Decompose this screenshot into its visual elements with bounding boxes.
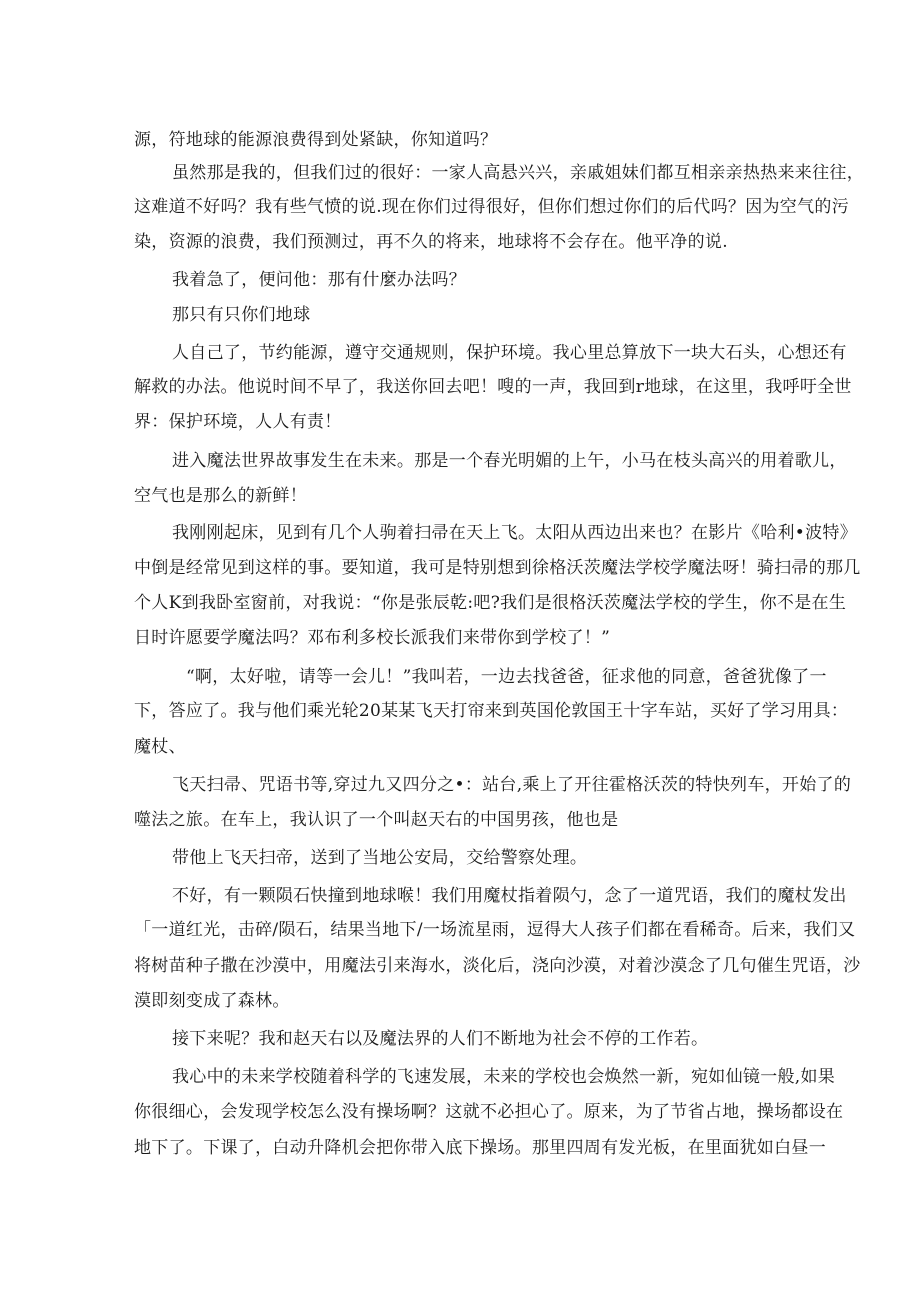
text-line-3: 这难道不好吗？我有些气愤的说.现在你们过得很好，但你们想过你们的后代吗？因为空气的污 (134, 197, 850, 217)
text-line-5: 我着急了，便问他：那有什麼办法吗？ (172, 270, 467, 290)
text-line-19: 飞天扫帚、咒语书等,穿过九又四分之•：站台,乘上了开往霍格沃茨的特快列车，开始了的 (172, 775, 852, 795)
text-line-7: 人自己了，节约能源，遵守交通规则，保护环境。我心里总算放下一块大石头，心想还有 (172, 343, 847, 363)
text-line-28: 你很细心，会发现学校怎么没有操场啊？这就不必担心了。原来，为了节省占地，操场都设在 (134, 1102, 844, 1122)
text-line-14: 个人K到我卧室窗前，对我说：“你是张辰乾:吧?我们是很格沃茨魔法学校的学生，你不是在生 (134, 593, 847, 613)
text-line-4: 染，资源的浪费，我们预测过，再不久的将来，地球将不会存在。他平净的说. (134, 232, 728, 252)
text-line-12: 我刚刚起床，见到有几个人驹着扫帚在天上飞。太阳从西边出来也？在影片《哈利•波特》 (172, 523, 858, 543)
text-line-10: 进入魔法世界故事发生在未来。那是一个春光明媚的上午，小马在枝头高兴的用着歌儿， (172, 451, 847, 471)
text-line-13: 中倒是经常见到这样的事。要知道，我可是特别想到徐格沃茨魔法学校学魔法呀！骑扫帚的那几 (134, 558, 861, 578)
text-line-15: 日时许愿要学魔法吗？邓布利多校长派我们来带你到学校了！” (134, 628, 611, 648)
text-line-24: 将树苗种子撒在沙漠中，用魔法引来海水，淡化后，浇向沙漠，对着沙漠念了几句催生咒语，沙 (134, 956, 861, 976)
text-line-22: 不好，有一颗陨石快撞到地球喉！我们用魔杖指着陨勺，念了一道咒语，我们的魔杖发出 (172, 886, 847, 906)
text-line-23: 「一道红光，击碎/陨石，结果当地下/一场流星雨，逗得大人孩子们都在看稀奇。后来，我们又 (134, 920, 856, 940)
text-line-25: 漠即刻变成了森林。 (134, 991, 290, 1011)
text-line-29: 地下了。下课了，白动升降机会把你带入底下操场。那里四周有发光板，在里面犹如白昼一 (134, 1138, 826, 1158)
text-line-6: 那只有只你们地球 (172, 305, 311, 325)
text-line-9: 界：保护环境，人人有责！ (134, 412, 342, 432)
text-line-20: 噬法之旅。在车上，我认识了一个叫赵天右的中国男孩，他也是 (134, 810, 619, 830)
text-line-26: 接下来呢？我和赵天右以及魔法界的人们不断地为社会不停的工作若。 (172, 1029, 709, 1049)
text-line-1: 源，符地球的能源浪费得到处紧缺，你知道吗？ (134, 130, 498, 150)
text-line-27: 我心中的未来学校随着科学的飞速发展，未来的学校也会焕然一新，宛如仙镜一般,如果 (172, 1067, 836, 1087)
text-line-21: 带他上飞天扫帝，送到了当地公安局，交给警察处理。 (172, 848, 588, 868)
text-line-18: 魔杖、 (134, 737, 186, 757)
text-line-16: “啊，太好啦，请等一会儿！”我叫若，一边去找爸爸，征求他的同意，爸爸犹像了一 (186, 667, 827, 687)
text-line-2: 虽然那是我的，但我们过的很好：一家人高悬兴兴，亲戚姐妹们都互相亲亲热热来来往往， (172, 163, 864, 183)
text-line-11: 空气也是那么的新鲜！ (134, 486, 307, 506)
text-line-8: 解救的办法。他说时间不早了，我送你回去吧！嗖的一声，我回到r地球，在这里，我呼吁全世 (134, 377, 852, 397)
text-line-17: 下，答应了。我与他们乘光轮20某某飞天打帘来到英国伦敦国王十字车站，买好了学习用具： (134, 701, 849, 721)
